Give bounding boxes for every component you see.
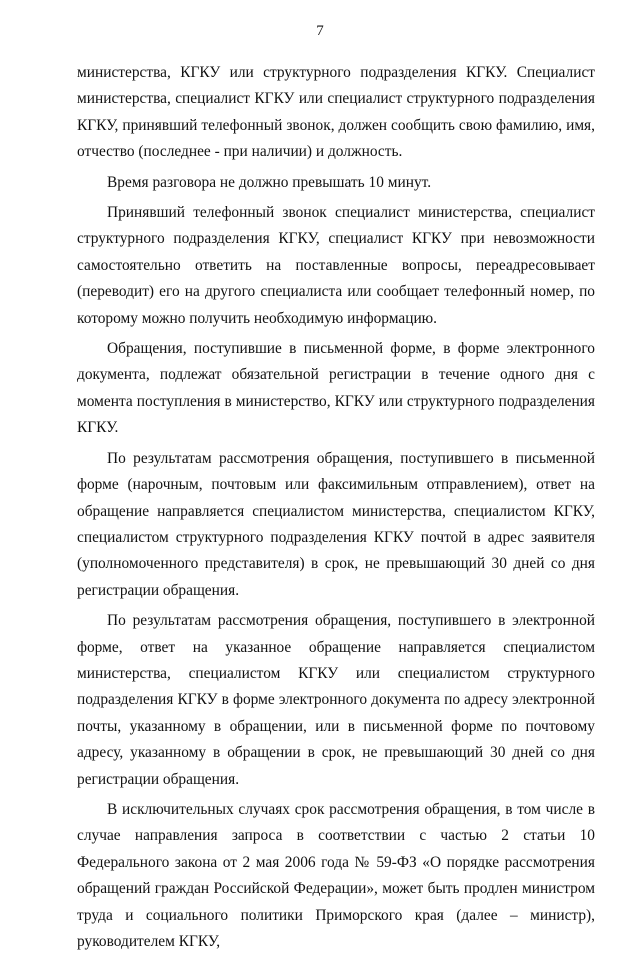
paragraph-electronic-response: По результатам рассмотрения обращения, поступившего в электронной форме, ответ на указанное обращение направляется специалистом министерства, специалистом КГКУ или специалистом структурного подразделения КГКУ в форме электронного документа по адресу электронной почты, указанному в обращении, или в письменной форме по почтовому адресу, указанному в обращении в срок, не превышающий 30 дней со дня регистрации обращения. — [77, 612, 595, 788]
paragraph-exceptional-cases: В исключительных случаях срок рассмотрения обращения, в том числе в случае направления запроса в соответствии с частью 2 статьи 10 Федерального закона от 2 мая 2006 года № 59-ФЗ «О порядке рассмотрения обращений граждан Российской Федерации», может быть продлен министром труда и социального политики Приморского края (далее – министр), руководителем КГКУ, — [77, 800, 595, 950]
paragraph-written-response: По результатам рассмотрения обращения, поступившего в письменной форме (нарочным, почтовым или факсимильным отправлением), ответ на обращение направляется специалистом министерства, специалистом КГКУ, специалистом структурного подразделения КГКУ почтой в адрес заявителя (уполномоченного представителя) в срок, не превышающий 30 дней со дня регистрации обращения. — [77, 449, 595, 599]
paragraph-continuation: министерства, КГКУ или структурного подразделения КГКУ. Специалист министерства, специалист КГКУ или специалист структурного подразделения КГКУ, принявший телефонный звонок, должен сообщить свою фамилию, имя, отчество (последнее - при наличии) и должность. — [77, 64, 595, 161]
page-number: 7 — [316, 23, 324, 39]
document-body — [77, 60, 595, 959]
paragraph-call-redirect: Принявший телефонный звонок специалист министерства, специалист структурного подразделения КГКУ, специалист КГКУ при невозможности самостоятельно ответить на поставленные вопросы, переадресовывает (переводит) его на другого специалиста или сообщает телефонный номер, по которому можно получить необходимую информацию. — [77, 204, 595, 327]
paragraph-call-duration: Время разговора не должно превышать 10 минут. — [107, 173, 432, 191]
paragraph-registration: Обращения, поступившие в письменной форме, в форме электронного документа, подлежат обязательной регистрации в течение одного дня с момента поступления в министерство, КГКУ или структурного подразделения КГКУ. — [77, 340, 595, 437]
